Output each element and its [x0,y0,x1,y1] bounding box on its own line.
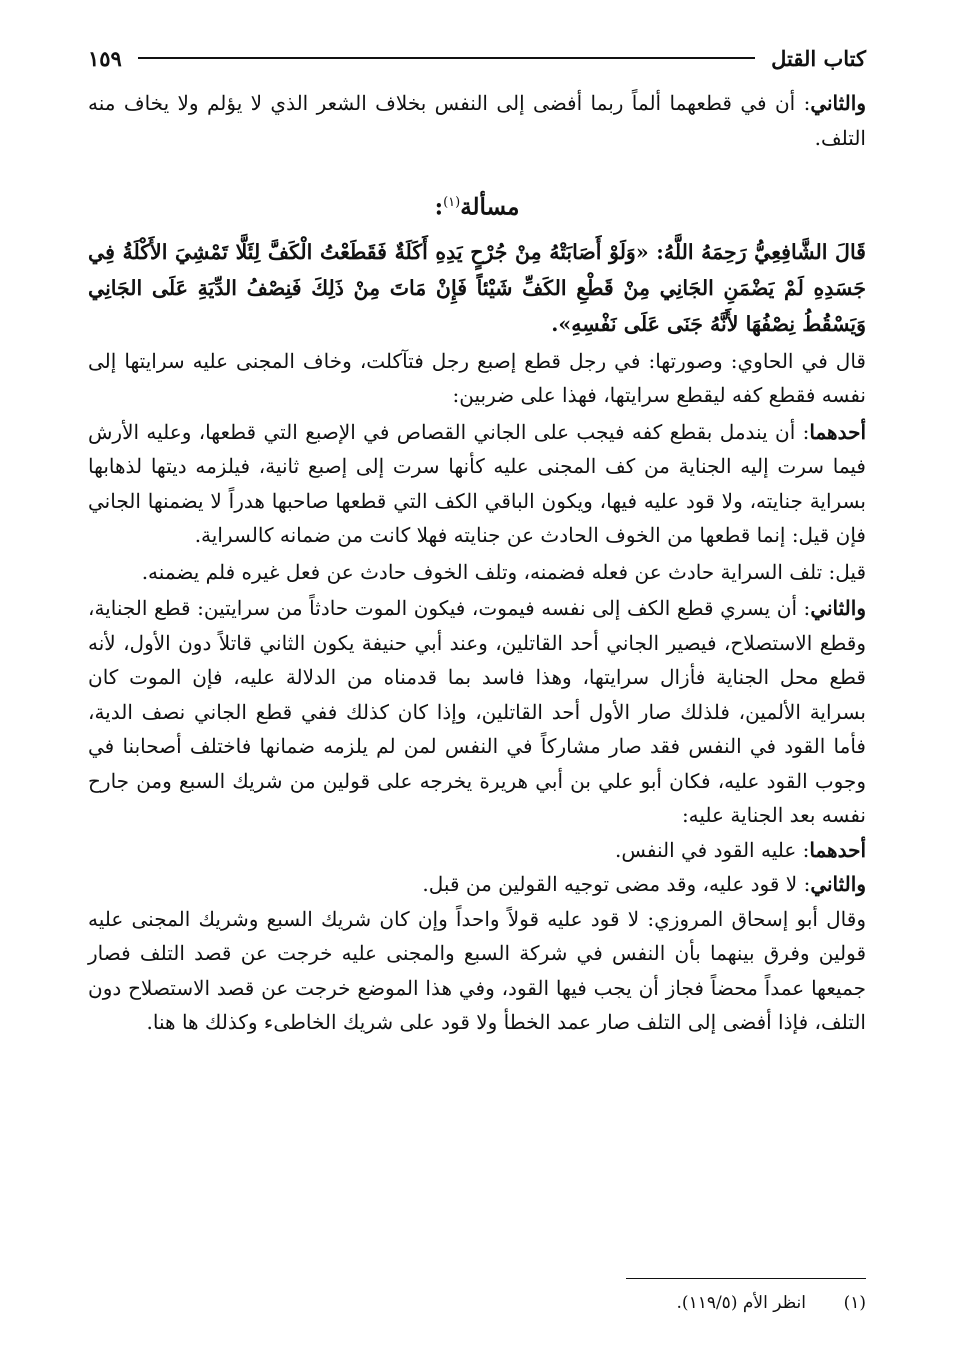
footnote-rule [626,1278,866,1279]
paragraph: قال في الحاوي: وصورتها: في رجل قطع إصبع رجل فتآكلت، وخاف المجنى عليه سرايتها إلى نفسه فقطع كفه ليقطع سرايتها، فهذا على ضربين: [88,348,866,408]
paragraph-lead: والثاني [810,872,866,897]
running-title: كتاب القتل [771,45,866,71]
page-number: ١٥٩ [88,45,122,71]
footnote [88,1288,866,1318]
footnote-number: (١) [843,1293,866,1313]
header-rule [138,57,755,59]
paragraph [88,591,866,833]
paragraph-lead: والثاني [810,91,866,115]
section-heading [88,185,866,226]
paragraph-text: : أن يسري قطع الكف إلى نفسه فيموت، فيكون الموت حادثاً من سرايتين: قطع الجناية، وقطع الاستصلاح، فيصير الجاني أحد القاتلين، وعند أبي حنيفة يكون الثاني قاتلاً دون الأول، لأنه قطع محل الجناية فأزال سرايتها، وهذا فاسد بما قدمناه من الدلالة عليه، فإن الموت كان بسراية الألمين، فلذلك صار الأول أحد القاتلين، وإذا كان كذلك ففي قطع الجاني نصف الدية، فأما القود في النفس فقد صار مشاركاً في النفس لمن لم يلزمه ضمانها فاختلف أصحابنا في وجوب القود عليه، فكان أبو علي بن أبي هريرة يخرجه على قولين من شريك السبع ومن جارح نفسه بعد الجناية عليه: [88,596,866,828]
paragraph: قيل: تلف السراية حادث عن فعله فضمنه، وتلف الخوف حادث عن فعل غيره فلم يضمنه. [141,559,866,584]
paragraph [88,86,866,155]
paragraph: وقال أبو إسحاق المروزي: لا قود عليه قولاً واحداً وإن كان شريك السبع وشريك المجنى عليه قولين وفرق بينهما بأن النفس في شركة السبع والمجنى عليه خرجت عن قصد التلف فصار جميعها عمداً محضاً فجاز أن يجب فيها القود، وفي هذا الموضع خرجت عن قصد الاستصلاح دون التلف، فإذا أفضى إلى التلف صار عمد الخطأ ولا قود على شريك الخاطىء وكذلك ها هنا. [88,906,866,1035]
paragraph [88,867,866,902]
paragraph-text: : أن في قطعهما ألماً ربما أفضى إلى النفس بخلاف الشعر الذي لا يؤلم ولا يخاف منه التلف. [88,91,866,150]
paragraph [88,833,866,868]
paragraph-text: : أن يندمل بقطع كفه فيجب على الجاني القصاص في الإصبع التي قطعها، وعليه الأرش فيما سرت إليه الجناية من كف المجنى عليه كأنها سرت إلى إصبع ثانية، فيلزمه ديتها لذهابها بسراية جنايته، ولا قود عليه فيها، ويكون الباقي الكف التي قطعها صاحبها هدراً لا يضمنها الجاني فإن قيل: إنما قطعها من الخوف الحادث عن جنايته فهلا كانت من ضمانه كالسراية. [88,419,866,548]
paragraph-lead: والثاني [810,596,866,621]
page-body [88,86,866,1040]
paragraph [88,415,866,553]
heading-colon: : [434,193,444,221]
footnote-ref: (١) [443,195,461,210]
paragraph-lead: أحدهما [809,419,866,444]
footnote-text: انظر الأم (١١٩/٥). [676,1293,806,1313]
paragraph-text: : لا قود عليه، وقد مضى توجيه القولين من قبل. [422,872,811,897]
page-header [88,38,866,78]
heading-title: مسألة [460,193,520,221]
quoted-text: قَالَ الشَّافِعِيُّ رَحِمَهُ اللَّهُ: «وَلَوْ أَصَابَتْهُ مِنْ جُرْحٍ يَدِهِ أَكَلَةٌ فَقَطَعْتُ الْكَفَّ لِئَلَّا تَمْشِيَ الأَكْلَةُ فِي جَسَدِهِ لَمْ يَضْمَنِ الجَانِي مِنْ قَطْعِ الكَفِّ شَيْئاً فَإِنْ مَاتَ مِنْ ذَلِكَ فَنِصْفُ الدِّيَةِ عَلَى الجَانِي وَيَسْقُطُ نِصْفُهَا لأَنَّهُ جَنَى عَلَى نَفْسِهِ». [88,239,866,336]
paragraph-lead: أحدهما [809,837,866,862]
paragraph-text: : عليه القود في النفس. [615,837,810,862]
